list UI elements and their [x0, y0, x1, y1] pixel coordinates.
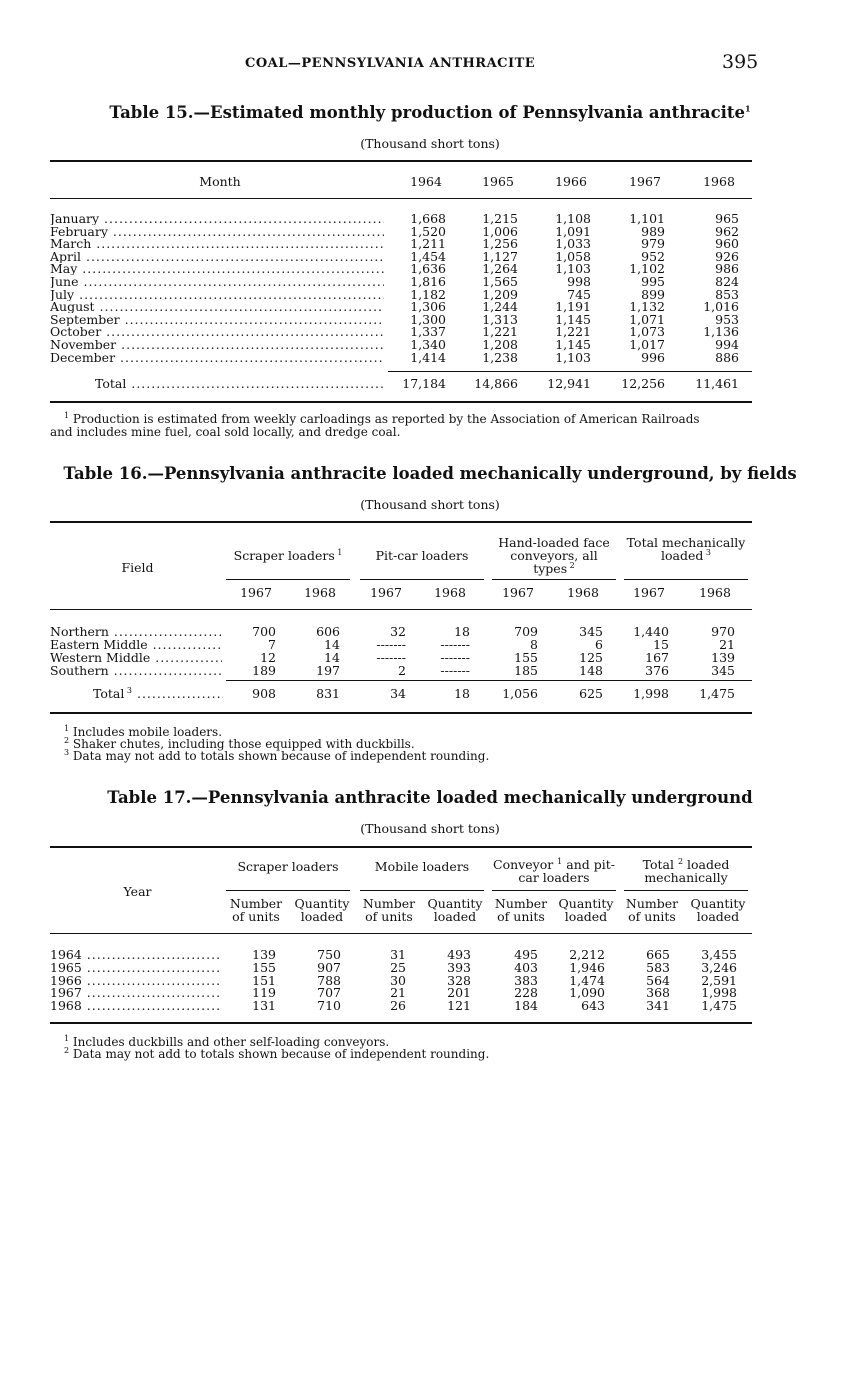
table17-group-header: Scraper loaders [237, 859, 339, 874]
table15-cell: 1,136 [703, 324, 739, 340]
table15-cell: 1,091 [555, 223, 591, 239]
table16-row-label: Western Middle ..... [50, 651, 222, 664]
table15-total-cell: 12,256 [621, 376, 665, 391]
table17-group-rule [492, 890, 616, 891]
table17-cell: 1,474 [569, 972, 605, 988]
table15-cell: 962 [715, 223, 739, 239]
table15-cell: 1,103 [555, 261, 591, 277]
table17-quantity-header: Quantity loaded [427, 896, 483, 924]
table17-cell: 155 [252, 959, 276, 975]
table15-cell: 979 [641, 236, 665, 252]
table17-cell: 26 [390, 998, 406, 1014]
table17-footnote: $^2$ Data may not add to totals shown because of independent rounding. [64, 1046, 490, 1061]
table16-cell: 1,440 [633, 624, 669, 639]
table15-cell: 995 [641, 274, 665, 289]
table15-cell: 952 [641, 248, 665, 264]
table16-cell: 8 [530, 637, 538, 652]
table15-cell: 965 [715, 211, 739, 226]
table15-footnote: $^1$ Production is estimated from weekly carloadings as reported by the Association of American Railroads [64, 411, 700, 426]
table17-units: (Thousand short tons) [360, 821, 500, 836]
table16-total-cell: 1,056 [502, 686, 538, 701]
table17-group-rule [226, 890, 350, 891]
table16-group-label: Scraper loaders [233, 548, 335, 563]
table16-cell: 700 [252, 624, 276, 639]
table17-cell: 495 [514, 947, 538, 962]
table17-year-header: Year [123, 884, 152, 899]
table17-row-label: 1965 ..... [50, 961, 222, 974]
table15-cell: 1,145 [555, 337, 591, 352]
table17-cell: 341 [646, 998, 670, 1014]
table16-total-rule [226, 680, 752, 681]
table17-cell: 30 [390, 972, 406, 988]
table16-cell: 32 [390, 624, 406, 639]
table16-cell: 18 [454, 624, 470, 639]
table15-cell: 1,300 [410, 311, 446, 327]
table16-subyear-header: 1967 [370, 585, 402, 600]
table17-cell: 1,475 [701, 998, 737, 1014]
table16-cell: 21 [719, 637, 735, 652]
table16-cell: 185 [514, 663, 538, 678]
table17-group-rule [624, 890, 748, 891]
table16-total-cell: 1,998 [633, 686, 669, 701]
table15-cell: 1,454 [410, 248, 446, 264]
table16-cell: 189 [252, 663, 276, 678]
table17-cell: 403 [514, 959, 538, 975]
table15-cell: 1,103 [555, 349, 591, 365]
table17-cell: 788 [317, 972, 341, 988]
table16-cell: 345 [711, 663, 735, 678]
table17-cell: 707 [317, 985, 341, 1001]
table17-cell: 564 [646, 972, 670, 988]
table15-cell: 1,102 [629, 261, 665, 277]
table16-total-cell: 18 [454, 686, 470, 701]
table15-cell: 1,306 [410, 299, 446, 315]
table15-cell: 745 [567, 286, 591, 302]
table16-total-cell: 908 [252, 686, 276, 701]
table17-row-label: 1964 ..... [50, 948, 222, 961]
table15-cell: 1,668 [410, 211, 446, 226]
table16-empty-cell: ------- [440, 663, 470, 678]
table17-cell: 151 [252, 972, 276, 988]
table15-year-header: 1964 [410, 174, 442, 189]
table17-cell: 31 [390, 947, 406, 962]
table16-top-rule [50, 521, 752, 523]
table17-cell: 21 [390, 985, 406, 1001]
table17-cell: 131 [252, 998, 276, 1014]
table15-cell: 960 [715, 236, 739, 252]
table17-cell: 228 [514, 985, 538, 1001]
table15-cell: 926 [715, 248, 739, 264]
table15-cell: 1,132 [629, 299, 665, 315]
table15-cell: 1,565 [482, 274, 518, 289]
table15-cell: 1,211 [410, 236, 446, 252]
table16-empty-cell: ------- [440, 637, 470, 652]
table17-number-header: Number of units [625, 896, 679, 924]
table15-cell: 1,636 [410, 261, 446, 277]
table16-total-cell: 831 [316, 686, 340, 701]
table15-row-label: June ..... [50, 275, 384, 288]
table16-group-rule [492, 579, 616, 580]
table15-cell: 1,313 [482, 311, 518, 327]
table15-cell: 1,256 [482, 236, 518, 252]
table17-cell: 1,998 [701, 985, 737, 1001]
table15-cell: 1,108 [555, 211, 591, 226]
table15-row-label: February ..... [50, 225, 384, 238]
table17-cell: 3,246 [701, 959, 737, 975]
table16-subyear-header: 1968 [699, 585, 731, 600]
table16-total-label: Total $^3$ ..... [93, 687, 223, 700]
table15-cell: 994 [715, 337, 739, 352]
table17-footnote: $^1$ Includes duckbills and other self-loading conveyors. [64, 1034, 390, 1049]
table16-empty-cell: ------- [376, 637, 406, 652]
table15-total-rule [388, 371, 752, 372]
table17-cell: 2,591 [701, 972, 737, 988]
table16-empty-cell: ------- [440, 650, 470, 665]
table15-cell: 1,238 [482, 349, 518, 365]
table15-year-header: 1967 [629, 174, 661, 189]
table16-cell: 167 [645, 650, 669, 665]
table15-cell: 953 [715, 311, 739, 327]
table17-cell: 139 [252, 947, 276, 962]
table17-row-label: 1966 ..... [50, 974, 222, 987]
table16-cell: 970 [711, 624, 735, 639]
table16-footnote: $^2$ Shaker chutes, including those equipped with duckbills. [64, 736, 415, 751]
table16-cell: 14 [324, 637, 340, 652]
table15-total-cell: 11,461 [695, 376, 739, 391]
table17-cell: 1,090 [569, 985, 605, 1001]
table16-group-rule [360, 579, 484, 580]
table15-cell: 998 [567, 274, 591, 289]
table16-footnote: $^3$ Data may not add to totals shown because of independent rounding. [64, 748, 490, 763]
table15-cell: 1,215 [482, 211, 518, 226]
table16-cell: 7 [268, 637, 276, 652]
table17-cell: 393 [447, 959, 471, 975]
table15-cell: 1,337 [410, 324, 446, 340]
table16-cell: 709 [514, 624, 538, 639]
table15-cell: 1,191 [555, 299, 591, 315]
running-title: COAL—PENNSYLVANIA ANTHRACITE [245, 56, 536, 71]
table15-row-label: January ..... [50, 212, 384, 225]
table15-cell: 1,006 [482, 223, 518, 239]
table16-subyear-header: 1967 [633, 585, 665, 600]
table17-cell: 1,946 [569, 959, 605, 975]
table16-subyear-header: 1968 [567, 585, 599, 600]
table16-field-header: Field [121, 560, 154, 575]
table15-row-label: July ..... [50, 288, 384, 301]
table17-cell: 643 [581, 998, 605, 1014]
table17-quantity-header: Quantity loaded [558, 896, 614, 924]
table16-cell: 139 [711, 650, 735, 665]
table17-group-header: Mobile loaders [374, 859, 470, 874]
table15-cell: 989 [641, 223, 665, 239]
table15-row-label: March ..... [50, 237, 384, 250]
page-number: 395 [722, 51, 759, 73]
table16-cell: 606 [316, 624, 340, 639]
table16-group-header [492, 536, 616, 575]
table15-year-header: 1966 [555, 174, 587, 189]
table17-quantity-header: Quantity loaded [294, 896, 350, 924]
table16-group-header [360, 549, 484, 562]
table16-subyear-header: 1967 [240, 585, 272, 600]
table15-cell: 1,145 [555, 311, 591, 327]
table15-cell: 1,208 [482, 337, 518, 352]
table15-title: Table 15.—Estimated monthly production of Pennsylvania anthracite$^1$ [109, 103, 751, 122]
table16-group-header [226, 549, 350, 562]
table15-cell: 1,101 [629, 211, 665, 226]
table17-cell: 25 [390, 959, 406, 975]
table17-number-header: Number of units [229, 896, 283, 924]
table15-month-header: Month [199, 174, 241, 189]
table15-cell: 853 [715, 286, 739, 302]
table15-cell: 1,017 [629, 337, 665, 352]
table16-total-cell: 625 [579, 686, 603, 701]
table16-header-rule [50, 609, 752, 610]
table16-group-header [624, 536, 748, 562]
table16-cell: 6 [595, 637, 603, 652]
table17-group-rule [360, 890, 484, 891]
table16-group-label: Pit-car loaders [375, 548, 469, 563]
table15-row-label: May ..... [50, 262, 384, 275]
table16-cell: 376 [645, 663, 669, 678]
table17-cell: 121 [447, 998, 471, 1014]
table16-title: Table 16.—Pennsylvania anthracite loaded mechanically underground, by fields [63, 464, 797, 483]
table16-group-rule [226, 579, 350, 580]
table15-cell: 1,340 [410, 337, 446, 352]
table15-year-header: 1968 [703, 174, 735, 189]
table16-group-note: 2 [567, 560, 575, 570]
table16-units: (Thousand short tons) [360, 497, 500, 512]
table15-top-rule [50, 160, 752, 162]
table17-group-header: Conveyor $^1$ and pit-car loaders [493, 856, 615, 885]
table16-footnote: $^1$ Includes mobile loaders. [64, 724, 223, 739]
table15-cell: 899 [641, 286, 665, 302]
table15-total-cell: 17,184 [402, 376, 446, 391]
table17-bottom-rule [50, 1022, 752, 1024]
table15-footnote-cont: and includes mine fuel, coal sold locally, and dredge coal. [50, 425, 401, 439]
table15-units: (Thousand short tons) [360, 136, 500, 151]
table15-cell: 1,264 [482, 261, 518, 277]
table15-total-cell: 14,866 [474, 376, 518, 391]
table16-bottom-rule [50, 712, 752, 714]
table15-bottom-rule [50, 401, 752, 403]
table17-header-rule [50, 933, 752, 934]
table15-cell: 986 [715, 261, 739, 277]
table15-cell: 1,016 [703, 299, 739, 315]
table17-cell: 710 [317, 998, 341, 1014]
table17-row-label: 1967 ..... [50, 986, 222, 999]
table15-row-label: April ..... [50, 250, 384, 263]
table15-cell: 886 [715, 349, 739, 365]
table15-cell: 1,244 [482, 299, 518, 315]
table15-cell: 1,520 [410, 223, 446, 239]
table17-cell: 184 [514, 998, 538, 1014]
table16-group-label: Hand-loaded face conveyors, all types [498, 535, 610, 576]
table16-group-label: Total mechanically loaded [626, 535, 746, 563]
table16-subyear-header: 1968 [434, 585, 466, 600]
table17-cell: 119 [252, 985, 276, 1001]
table16-cell: 14 [324, 650, 340, 665]
table15-total-cell: 12,941 [547, 376, 591, 391]
table17-quantity-header: Quantity loaded [690, 896, 746, 924]
table15-cell: 1,209 [482, 286, 518, 302]
table15-row-label: December ..... [50, 351, 384, 364]
table16-subyear-header: 1968 [304, 585, 336, 600]
table15-cell: 824 [715, 274, 739, 289]
table16-cell: 2 [398, 663, 406, 678]
table17-cell: 750 [317, 947, 341, 962]
table16-row-label: Southern ..... [50, 664, 222, 677]
table16-row-label: Northern ..... [50, 625, 222, 638]
table15-cell: 1,221 [482, 324, 518, 340]
table17-cell: 3,455 [701, 947, 737, 962]
table15-cell: 1,816 [410, 274, 446, 289]
table15-row-label: September ..... [50, 313, 384, 326]
table16-cell: 125 [579, 650, 603, 665]
table17-number-header: Number of units [362, 896, 416, 924]
table17-cell: 383 [514, 972, 538, 988]
table17-cell: 368 [646, 985, 670, 1001]
table17-cell: 583 [646, 959, 670, 975]
table16-subyear-header: 1967 [502, 585, 534, 600]
table15-cell: 1,127 [482, 248, 518, 264]
table16-group-note: 3 [703, 547, 712, 557]
table16-total-cell: 1,475 [699, 686, 735, 701]
table16-cell: 148 [579, 663, 603, 678]
table17-group-header: Total $^2$ loaded mechanically [642, 856, 730, 885]
table15-header-rule [50, 198, 752, 199]
table16-total-cell: 34 [390, 686, 406, 701]
table17-number-header: Number of units [494, 896, 548, 924]
table15-cell: 1,058 [555, 248, 591, 264]
table15-cell: 1,414 [410, 349, 446, 365]
table15-total-label: Total ..... [95, 377, 385, 390]
table15-cell: 1,033 [555, 236, 591, 252]
table16-cell: 155 [514, 650, 538, 665]
table17-cell: 665 [646, 947, 670, 962]
table15-cell: 1,221 [555, 324, 591, 340]
table15-year-header: 1965 [482, 174, 514, 189]
table15-cell: 1,071 [629, 311, 665, 327]
table16-row-label: Eastern Middle ..... [50, 638, 222, 651]
table15-row-label: October ..... [50, 325, 384, 338]
table16-cell: 197 [316, 663, 340, 678]
table17-cell: 2,212 [569, 947, 605, 962]
table17-top-rule [50, 846, 752, 848]
table17-cell: 328 [447, 972, 471, 988]
table15-cell: 1,073 [629, 324, 665, 340]
table15-cell: 996 [641, 349, 665, 365]
table17-cell: 907 [317, 959, 341, 975]
table17-cell: 493 [447, 947, 471, 962]
table16-group-note: 1 [334, 547, 343, 557]
table16-empty-cell: ------- [376, 650, 406, 665]
table15-row-label: August ..... [50, 300, 384, 313]
table15-cell: 1,182 [410, 286, 446, 302]
table16-cell: 345 [579, 624, 603, 639]
table17-row-label: 1968 ..... [50, 999, 222, 1012]
table16-cell: 15 [653, 637, 669, 652]
table17-title: Table 17.—Pennsylvania anthracite loaded mechanically underground [107, 788, 753, 807]
table16-cell: 12 [260, 650, 276, 665]
table17-cell: 201 [447, 985, 471, 1001]
table15-row-label: November ..... [50, 338, 384, 351]
table16-group-rule [624, 579, 748, 580]
